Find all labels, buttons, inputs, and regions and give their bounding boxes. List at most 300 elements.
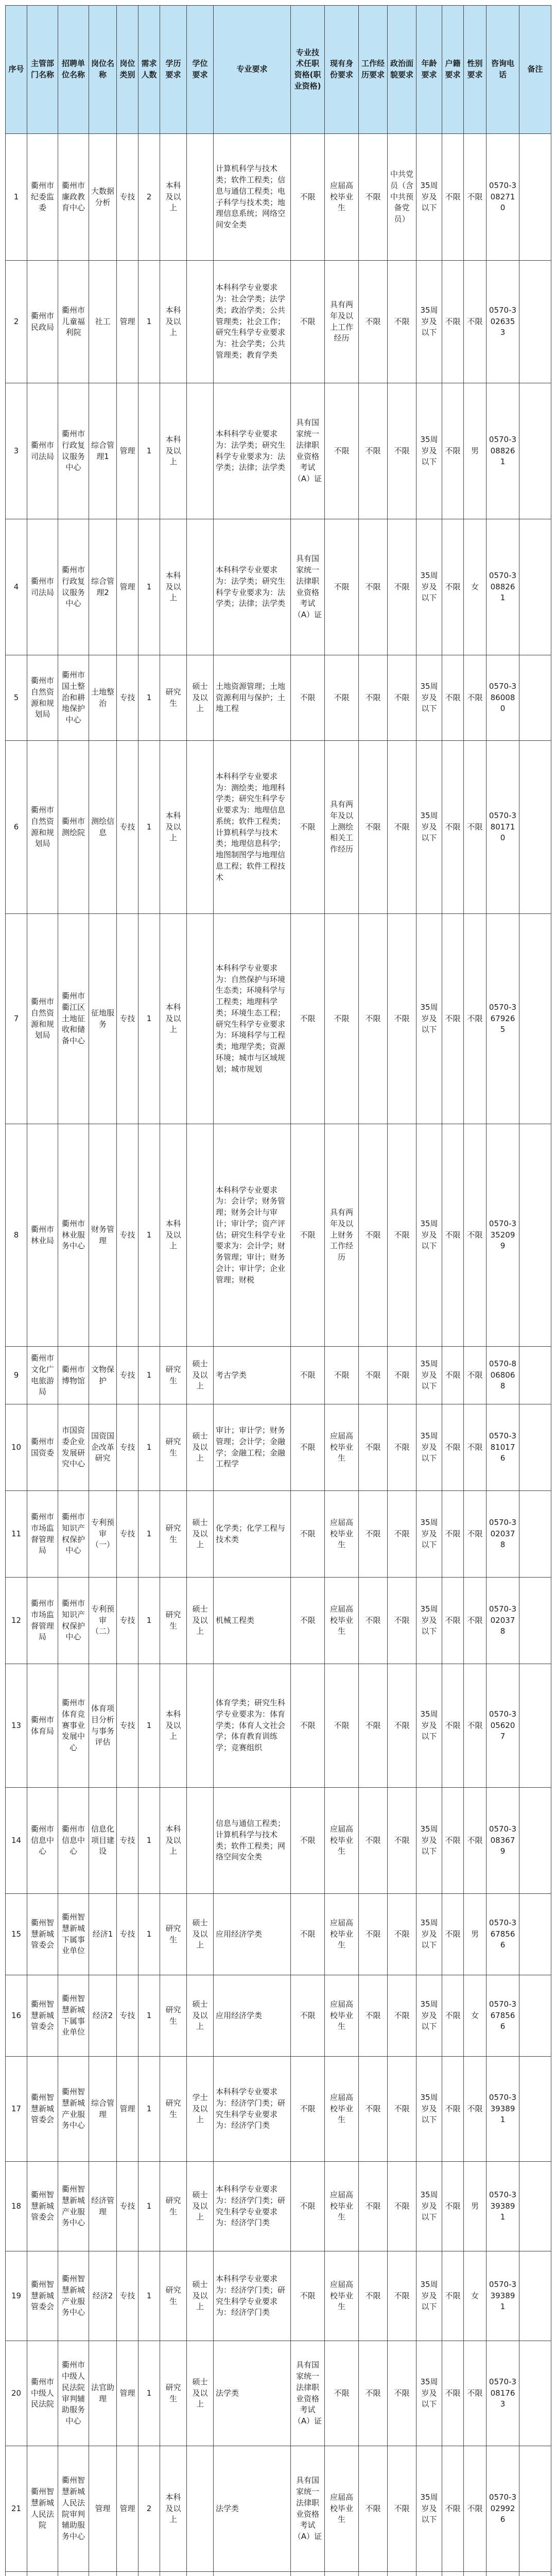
cell-household: 不限 xyxy=(442,1347,464,1404)
cell-political: 不限 xyxy=(388,2341,416,2446)
cell-department: 衢州市信息中心 xyxy=(27,1788,58,1894)
cell-category: 专技 xyxy=(117,1124,138,1347)
cell-phone: 0570-3393891 xyxy=(486,2057,519,2162)
cell-experience: 不限 xyxy=(359,1578,388,1664)
cell-unit: 衢州智慧新城产业服务中心 xyxy=(58,2162,89,2251)
cell-remark xyxy=(519,2057,551,2162)
header-headcount: 需求人数 xyxy=(138,6,160,134)
cell-household: 不限 xyxy=(442,519,464,655)
cell-phone: 0570-3020378 xyxy=(486,1491,519,1578)
cell-major: 信息与通信工程类；计算机科学与技术类；软件工程类；网络空间安全类 xyxy=(214,1788,291,1894)
cell-department xyxy=(27,2572,58,2576)
cell-qualification: 不限 xyxy=(291,914,325,1124)
cell-major: 本科科学专业要求为：经济学门类；研究生科学专业要求为：经济学门类 xyxy=(214,2251,291,2341)
cell-phone: 0570-3083679 xyxy=(486,1788,519,1894)
cell-gender: 不限 xyxy=(464,1124,486,1347)
cell-category xyxy=(117,2572,138,2576)
cell-seq: 19 xyxy=(6,2251,27,2341)
cell-seq: 11 xyxy=(6,1491,27,1578)
cell-identity xyxy=(325,2572,359,2576)
cell-gender: 女 xyxy=(464,2251,486,2341)
cell-position: 信息化项目建设 xyxy=(89,1788,117,1894)
cell-remark xyxy=(519,2251,551,2341)
cell-education: 本科及以上 xyxy=(160,914,187,1124)
cell-major: 计算机科学与技术类；软件工程类；信息与通信工程类；电子科学与技术类；地理信息系统；网络空间安全类 xyxy=(214,134,291,261)
cell-headcount: 1 xyxy=(138,1578,160,1664)
cell-category: 专技 xyxy=(117,1788,138,1894)
cell-category: 专技 xyxy=(117,2251,138,2341)
cell-identity: 应届高校毕业生 xyxy=(325,1404,359,1491)
cell-category: 管理 xyxy=(117,261,138,383)
cell-position: 综合管理2 xyxy=(89,519,117,655)
cell-identity: 不限 xyxy=(325,383,359,519)
cell-age: 35周岁及以下 xyxy=(416,1124,442,1347)
cell-gender: 不限 xyxy=(464,134,486,261)
cell-qualification: 不限 xyxy=(291,1788,325,1894)
cell-political: 不限 xyxy=(388,1347,416,1404)
cell-degree: 硕士及以上 xyxy=(187,1894,214,1975)
cell-household: 不限 xyxy=(442,1788,464,1894)
cell-major: 本科科学专业要求为：测绘类；地理科学类；研究生科学专业要求为：地理信息系统；软件工程类；计算机科学与技术类；地理信息科学；地图制图学与地理信息工程；软件工程技术 xyxy=(214,741,291,914)
cell-degree: 硕士及以上 xyxy=(187,2341,214,2446)
cell-experience: 不限 xyxy=(359,1491,388,1578)
table-row xyxy=(6,134,551,261)
cell-experience: 不限 xyxy=(359,2057,388,2162)
cell-gender: 不限 xyxy=(464,1347,486,1404)
header-experience: 工作经历要求 xyxy=(359,6,388,134)
cell-position: 经济管理 xyxy=(89,2162,117,2251)
cell-seq: 20 xyxy=(6,2341,27,2446)
cell-unit: 衢州市测绘院 xyxy=(58,741,89,914)
cell-degree xyxy=(187,741,214,914)
cell-age: 35周岁及以下 xyxy=(416,1664,442,1788)
cell-department: 衢州市林业局 xyxy=(27,1124,58,1347)
cell-age: 35周岁及以下 xyxy=(416,1347,442,1404)
cell-political: 不限 xyxy=(388,914,416,1124)
cell-unit: 衢州市国土整治和耕地保护中心 xyxy=(58,655,89,741)
cell-unit: 衢州市中级人民法院审判辅助服务中心 xyxy=(58,2341,89,2446)
cell-household: 不限 xyxy=(442,261,464,383)
cell-phone: 0570-3088261 xyxy=(486,383,519,519)
cell-qualification: 不限 xyxy=(291,2057,325,2162)
cell-major: 机械工程类 xyxy=(214,1578,291,1664)
cell-headcount: 1 xyxy=(138,2251,160,2341)
cell-category: 专技 xyxy=(117,1578,138,1664)
cell-gender: 女 xyxy=(464,1975,486,2057)
cell-degree xyxy=(187,383,214,519)
cell-phone: 0570-3088261 xyxy=(486,519,519,655)
cell-department: 衢州市司法局 xyxy=(27,519,58,655)
cell-seq: 10 xyxy=(6,1404,27,1491)
cell-age: 35周岁及以下 xyxy=(416,2162,442,2251)
cell-department: 衢州市司法局 xyxy=(27,383,58,519)
cell-household: 不限 xyxy=(442,2057,464,2162)
header-major: 专业要求 xyxy=(214,6,291,134)
cell-department: 衢州市自然资源和规划局 xyxy=(27,914,58,1124)
cell-unit: 衢州智慧新城下属事业单位 xyxy=(58,1975,89,2057)
cell-qualification: 不限 xyxy=(291,261,325,383)
cell-education: 本科及以上 xyxy=(160,1664,187,1788)
cell-qualification: 不限 xyxy=(291,2162,325,2251)
cell-age: 35周岁及以下 xyxy=(416,2057,442,2162)
cell-political: 不限 xyxy=(388,1578,416,1664)
cell-degree: 硕士及以上 xyxy=(187,1578,214,1664)
cell-degree: 硕士及以上 xyxy=(187,1404,214,1491)
cell-gender: 不限 xyxy=(464,655,486,741)
cell-phone: 0570-3801710 xyxy=(486,741,519,914)
cell-major: 考古学类 xyxy=(214,1347,291,1404)
header-position: 岗位名称 xyxy=(89,6,117,134)
cell-position: 社工 xyxy=(89,261,117,383)
header-category: 岗位类别 xyxy=(117,6,138,134)
cell-gender: 不限 xyxy=(464,914,486,1124)
table-header xyxy=(6,6,551,134)
cell-identity: 应届高校毕业生 xyxy=(325,2162,359,2251)
cell-political: 不限 xyxy=(388,655,416,741)
cell-gender: 不限 xyxy=(464,1578,486,1664)
cell-identity: 不限 xyxy=(325,2341,359,2446)
cell-seq: 17 xyxy=(6,2057,27,2162)
cell-department: 衢州智慧新城管委会 xyxy=(27,2162,58,2251)
cell-experience: 不限 xyxy=(359,134,388,261)
cell-major: 本科科学专业要求为：法学类；研究生科学专业要求为：法学类；法律；法学类 xyxy=(214,519,291,655)
cell-seq: 5 xyxy=(6,655,27,741)
cell-headcount: 1 xyxy=(138,1347,160,1404)
cell-qualification: 具有国家统一法律职业资格考试（A）证 xyxy=(291,2341,325,2446)
cell-education: 研究生 xyxy=(160,1491,187,1578)
cell-seq: 15 xyxy=(6,1894,27,1975)
header-seq: 序号 xyxy=(6,6,27,134)
cell-gender: 不限 xyxy=(464,2341,486,2446)
cell-category: 专技 xyxy=(117,1347,138,1404)
cell-category: 专技 xyxy=(117,741,138,914)
cell-unit: 衢州智慧新城下属事业单位 xyxy=(58,1894,89,1975)
cell-seq: 6 xyxy=(6,741,27,914)
cell-gender: 不限 xyxy=(464,2446,486,2572)
cell-headcount: 1 xyxy=(138,383,160,519)
cell-qualification: 不限 xyxy=(291,1347,325,1404)
cell-experience: 不限 xyxy=(359,1894,388,1975)
cell-phone: 0570-3056207 xyxy=(486,1664,519,1788)
cell-household: 不限 xyxy=(442,2251,464,2341)
cell-major: 本科科学专业要求为：法学类；研究生科学专业要求为：法学类；法律；法学类 xyxy=(214,383,291,519)
cell-unit: 衢州市衢江区土地征收和储备中心 xyxy=(58,914,89,1124)
cell-seq: 4 xyxy=(6,519,27,655)
header-unit: 招聘单位名称 xyxy=(58,6,89,134)
table-wrapper xyxy=(5,5,551,2576)
cell-gender: 男 xyxy=(464,383,486,519)
cell-age: 35周岁及以下 xyxy=(416,1578,442,1664)
cell-political xyxy=(388,2572,416,2576)
cell-department: 衢州智慧新城管委会 xyxy=(27,2057,58,2162)
cell-household: 不限 xyxy=(442,1664,464,1788)
cell-remark xyxy=(519,2162,551,2251)
cell-major: 应用经济学类 xyxy=(214,1975,291,2057)
cell-unit: 衢州市知识产权保护中心 xyxy=(58,1491,89,1578)
header-degree: 学位要求 xyxy=(187,6,214,134)
header-gender: 性别要求 xyxy=(464,6,486,134)
cell-major: 体育学类；研究生科学专业要求为：体育学类；体育人文社会学；体育教育训练学；竞赛组织 xyxy=(214,1664,291,1788)
cell-identity: 具有两年及以上财务工作经历 xyxy=(325,1124,359,1347)
header-age: 年龄要求 xyxy=(416,6,442,134)
cell-seq: 8 xyxy=(6,1124,27,1347)
cell-remark xyxy=(519,1975,551,2057)
cell-education: 研究生 xyxy=(160,1578,187,1664)
header-household: 户籍要求 xyxy=(442,6,464,134)
table-row xyxy=(6,1404,551,1491)
cell-political: 不限 xyxy=(388,2057,416,2162)
cell-education: 本科及以上 xyxy=(160,134,187,261)
cell-seq: 7 xyxy=(6,914,27,1124)
cell-education xyxy=(160,2572,187,2576)
cell-phone: 0570-3860080 xyxy=(486,655,519,741)
cell-position: 文物保护 xyxy=(89,1347,117,1404)
cell-degree: 硕士及以上 xyxy=(187,1975,214,2057)
cell-department: 衢州市市场监督管理局 xyxy=(27,1578,58,1664)
cell-remark xyxy=(519,741,551,914)
cell-seq: 3 xyxy=(6,383,27,519)
cell-degree xyxy=(187,2446,214,2572)
cell-education: 本科及以上 xyxy=(160,741,187,914)
cell-position: 征地服务 xyxy=(89,914,117,1124)
table-row xyxy=(6,2251,551,2341)
cell-experience: 不限 xyxy=(359,1347,388,1404)
cell-category: 管理 xyxy=(117,2446,138,2572)
cell-category: 专技 xyxy=(117,134,138,261)
cell-qualification: 不限 xyxy=(291,741,325,914)
cell-degree: 硕士及以上 xyxy=(187,1491,214,1578)
cell-education: 研究生 xyxy=(160,2341,187,2446)
cell-age: 35周岁及以下 xyxy=(416,741,442,914)
cell-identity: 应届高校毕业生 xyxy=(325,1491,359,1578)
cell-qualification: 不限 xyxy=(291,1124,325,1347)
cell-experience: 不限 xyxy=(359,1664,388,1788)
cell-headcount: 1 xyxy=(138,2057,160,2162)
cell-unit: 衢州智慧新城产业服务中心 xyxy=(58,2251,89,2341)
cell-household: 不限 xyxy=(442,1124,464,1347)
cell-degree xyxy=(187,914,214,1124)
cell-identity: 不限 xyxy=(325,519,359,655)
cell-qualification: 不限 xyxy=(291,1491,325,1578)
cell-identity: 应届高校毕业生 xyxy=(325,134,359,261)
cell-remark xyxy=(519,1664,551,1788)
cell-experience: 不限 xyxy=(359,914,388,1124)
cell-phone: 0570-3810176 xyxy=(486,1404,519,1491)
cell-category: 专技 xyxy=(117,1894,138,1975)
cell-category: 专技 xyxy=(117,2162,138,2251)
cell-remark xyxy=(519,1491,551,1578)
cell-identity: 不限 xyxy=(325,914,359,1124)
cell-seq: 9 xyxy=(6,1347,27,1404)
cell-degree: 硕士及以上 xyxy=(187,1347,214,1404)
cell-category: 专技 xyxy=(117,1664,138,1788)
cell-political: 不限 xyxy=(388,1894,416,1975)
cell-unit: 衢州智慧新城人民法院审判辅助服务中心 xyxy=(58,2446,89,2572)
cell-education: 研究生 xyxy=(160,2057,187,2162)
cell-household: 不限 xyxy=(442,914,464,1124)
cell-unit: 衢州市廉政教育中心 xyxy=(58,134,89,261)
cell-gender: 不限 xyxy=(464,1491,486,1578)
cell-education: 本科及以上 xyxy=(160,2446,187,2572)
cell-qualification: 不限 xyxy=(291,1894,325,1975)
cell-household: 不限 xyxy=(442,134,464,261)
cell-headcount: 1 xyxy=(138,1664,160,1788)
cell-political: 不限 xyxy=(388,1664,416,1788)
cell-qualification: 不限 xyxy=(291,134,325,261)
cell-education: 本科及以上 xyxy=(160,383,187,519)
table-row xyxy=(6,261,551,383)
cell-household: 不限 xyxy=(442,383,464,519)
cell-position: 专利预审（二） xyxy=(89,1578,117,1664)
cell-age: 35周岁及以下 xyxy=(416,1894,442,1975)
cell-political: 中共党员（含中共预备党员） xyxy=(388,134,416,261)
cell-unit: 衢州市博物馆 xyxy=(58,1347,89,1404)
recruitment-table xyxy=(5,5,551,2576)
cell-category: 专技 xyxy=(117,1491,138,1578)
cell-age: 35周岁及以下 xyxy=(416,383,442,519)
cell-remark xyxy=(519,519,551,655)
table-row xyxy=(6,1788,551,1894)
cell-unit: 衢州市体育竞赛事业发展中心 xyxy=(58,1664,89,1788)
cell-identity: 不限 xyxy=(325,655,359,741)
cell-identity: 应届高校毕业生 xyxy=(325,2251,359,2341)
cell-phone: 0570-3029926 xyxy=(486,2446,519,2572)
cell-identity: 具有两年及以上工作经历 xyxy=(325,261,359,383)
cell-household: 不限 xyxy=(442,655,464,741)
cell-household: 不限 xyxy=(442,1894,464,1975)
cell-experience: 不限 xyxy=(359,1975,388,2057)
cell-household: 不限 xyxy=(442,2446,464,2572)
cell-remark xyxy=(519,1788,551,1894)
cell-gender: 不限 xyxy=(464,261,486,383)
cell-age: 35周岁及以下 xyxy=(416,134,442,261)
table-row xyxy=(6,655,551,741)
cell-department: 衢州市体育局 xyxy=(27,1664,58,1788)
cell-seq: 18 xyxy=(6,2162,27,2251)
cell-department: 衢州市中级人民法院 xyxy=(27,2341,58,2446)
cell-remark xyxy=(519,1894,551,1975)
cell-major: 应用经济学类 xyxy=(214,1894,291,1975)
cell-phone: 0570-3082710 xyxy=(486,134,519,261)
cell-political: 不限 xyxy=(388,1788,416,1894)
cell-department: 衢州市文化广电旅游局 xyxy=(27,1347,58,1404)
cell-identity: 应届高校毕业生 xyxy=(325,1975,359,2057)
cell-remark xyxy=(519,1124,551,1347)
cell-experience: 不限 xyxy=(359,383,388,519)
cell-household: 不限 xyxy=(442,1578,464,1664)
cell-identity: 不限 xyxy=(325,1347,359,1404)
cell-age: 35周岁及以下 xyxy=(416,2251,442,2341)
cell-seq: 12 xyxy=(6,1578,27,1664)
cell-education: 本科及以上 xyxy=(160,1788,187,1894)
cell-degree xyxy=(187,519,214,655)
table-row xyxy=(6,383,551,519)
cell-position: 法官助理 xyxy=(89,2341,117,2446)
cell-gender: 不限 xyxy=(464,1404,486,1491)
cell-major xyxy=(214,2572,291,2576)
cell-department: 衢州市自然资源和规划局 xyxy=(27,655,58,741)
cell-major: 本科科学专业要求为：自然保护与环境生态类；环境科学与工程类；地理科学类；环境生态工程；研究生科学专业要求为：环境科学与工程类；地理学类；资源环境；城市与区域规划；城市规划 xyxy=(214,914,291,1124)
cell-headcount: 1 xyxy=(138,741,160,914)
cell-identity: 应届高校毕业生 xyxy=(325,1894,359,1975)
cell-position: 财务管理 xyxy=(89,1124,117,1347)
cell-position: 国资国企改革研究 xyxy=(89,1404,117,1491)
cell-major: 本科科学专业要求为：经济学门类；研究生科学专业要求为：经济学门类 xyxy=(214,2057,291,2162)
cell-political: 不限 xyxy=(388,2251,416,2341)
cell-political: 不限 xyxy=(388,1124,416,1347)
cell-department: 衢州市民政局 xyxy=(27,261,58,383)
cell-category: 专技 xyxy=(117,1975,138,2057)
cell-age xyxy=(416,2572,442,2576)
cell-department: 衢州智慧新城管委会 xyxy=(27,1975,58,2057)
table-row xyxy=(6,914,551,1124)
cell-qualification: 不限 xyxy=(291,1404,325,1491)
cell-household xyxy=(442,2572,464,2576)
cell-age: 35周岁及以下 xyxy=(416,1788,442,1894)
cell-seq: 16 xyxy=(6,1975,27,2057)
table-row xyxy=(6,1124,551,1347)
cell-headcount: 1 xyxy=(138,1894,160,1975)
cell-position: 经济2 xyxy=(89,2251,117,2341)
cell-unit: 市国资委企业发展研究中心 xyxy=(58,1404,89,1491)
cell-political: 不限 xyxy=(388,1404,416,1491)
header-identity: 现有身份要求 xyxy=(325,6,359,134)
cell-gender: 男 xyxy=(464,2162,486,2251)
cell-political: 不限 xyxy=(388,261,416,383)
table-row xyxy=(6,1894,551,1975)
cell-major: 本科科学专业要求为：经济学门类；研究生科学专业要求为：经济学门类 xyxy=(214,2162,291,2251)
cell-age: 35周岁及以下 xyxy=(416,655,442,741)
cell-category: 管理 xyxy=(117,519,138,655)
cell-seq: 13 xyxy=(6,1664,27,1788)
cell-age: 35周岁及以下 xyxy=(416,2446,442,2572)
cell-phone: 0570-3393891 xyxy=(486,2251,519,2341)
cell-seq xyxy=(6,2572,27,2576)
cell-education: 研究生 xyxy=(160,1404,187,1491)
cell-remark xyxy=(519,1347,551,1404)
cell-remark xyxy=(519,2341,551,2446)
cell-gender: 男 xyxy=(464,1894,486,1975)
cell-qualification: 不限 xyxy=(291,1975,325,2057)
cell-age: 35周岁及以下 xyxy=(416,519,442,655)
cell-position: 综合管理 xyxy=(89,2057,117,2162)
header-phone: 咨询电话 xyxy=(486,6,519,134)
cell-department: 衢州市市场监督管理局 xyxy=(27,1491,58,1578)
table-row xyxy=(6,2341,551,2446)
cell-phone: 0570-3020378 xyxy=(486,1578,519,1664)
cell-household: 不限 xyxy=(442,1491,464,1578)
cell-identity: 具有两年及以上测绘相关工作经历 xyxy=(325,741,359,914)
cell-seq: 2 xyxy=(6,261,27,383)
table-row xyxy=(6,1347,551,1404)
cell-category: 管理 xyxy=(117,2057,138,2162)
cell-category: 专技 xyxy=(117,914,138,1124)
cell-major: 本科科学专业要求为：社会学类；法学类；政治学类；公共管理类；社会工作；研究生科学专业要求为：社会学类；公共管理类；教育学类 xyxy=(214,261,291,383)
cell-remark xyxy=(519,655,551,741)
cell-major: 本科科学专业要求为：会计学；财务管理；财务会计与审计；审计学；资产评估；研究生科学专业要求为：会计学；财务管理；审计；财务会计；审计学；企业管理；财税 xyxy=(214,1124,291,1347)
cell-gender: 不限 xyxy=(464,1788,486,1894)
cell-position xyxy=(89,2572,117,2576)
cell-experience: 不限 xyxy=(359,741,388,914)
table-row xyxy=(6,2057,551,2162)
cell-phone: 0570-3679265 xyxy=(486,914,519,1124)
cell-phone: 0570-3678566 xyxy=(486,1894,519,1975)
cell-gender xyxy=(464,2572,486,2576)
cell-headcount: 1 xyxy=(138,2162,160,2251)
cell-identity: 应届高校毕业生 xyxy=(325,1578,359,1664)
cell-identity: 应届高校毕业生 xyxy=(325,1788,359,1894)
cell-gender: 不限 xyxy=(464,1664,486,1788)
